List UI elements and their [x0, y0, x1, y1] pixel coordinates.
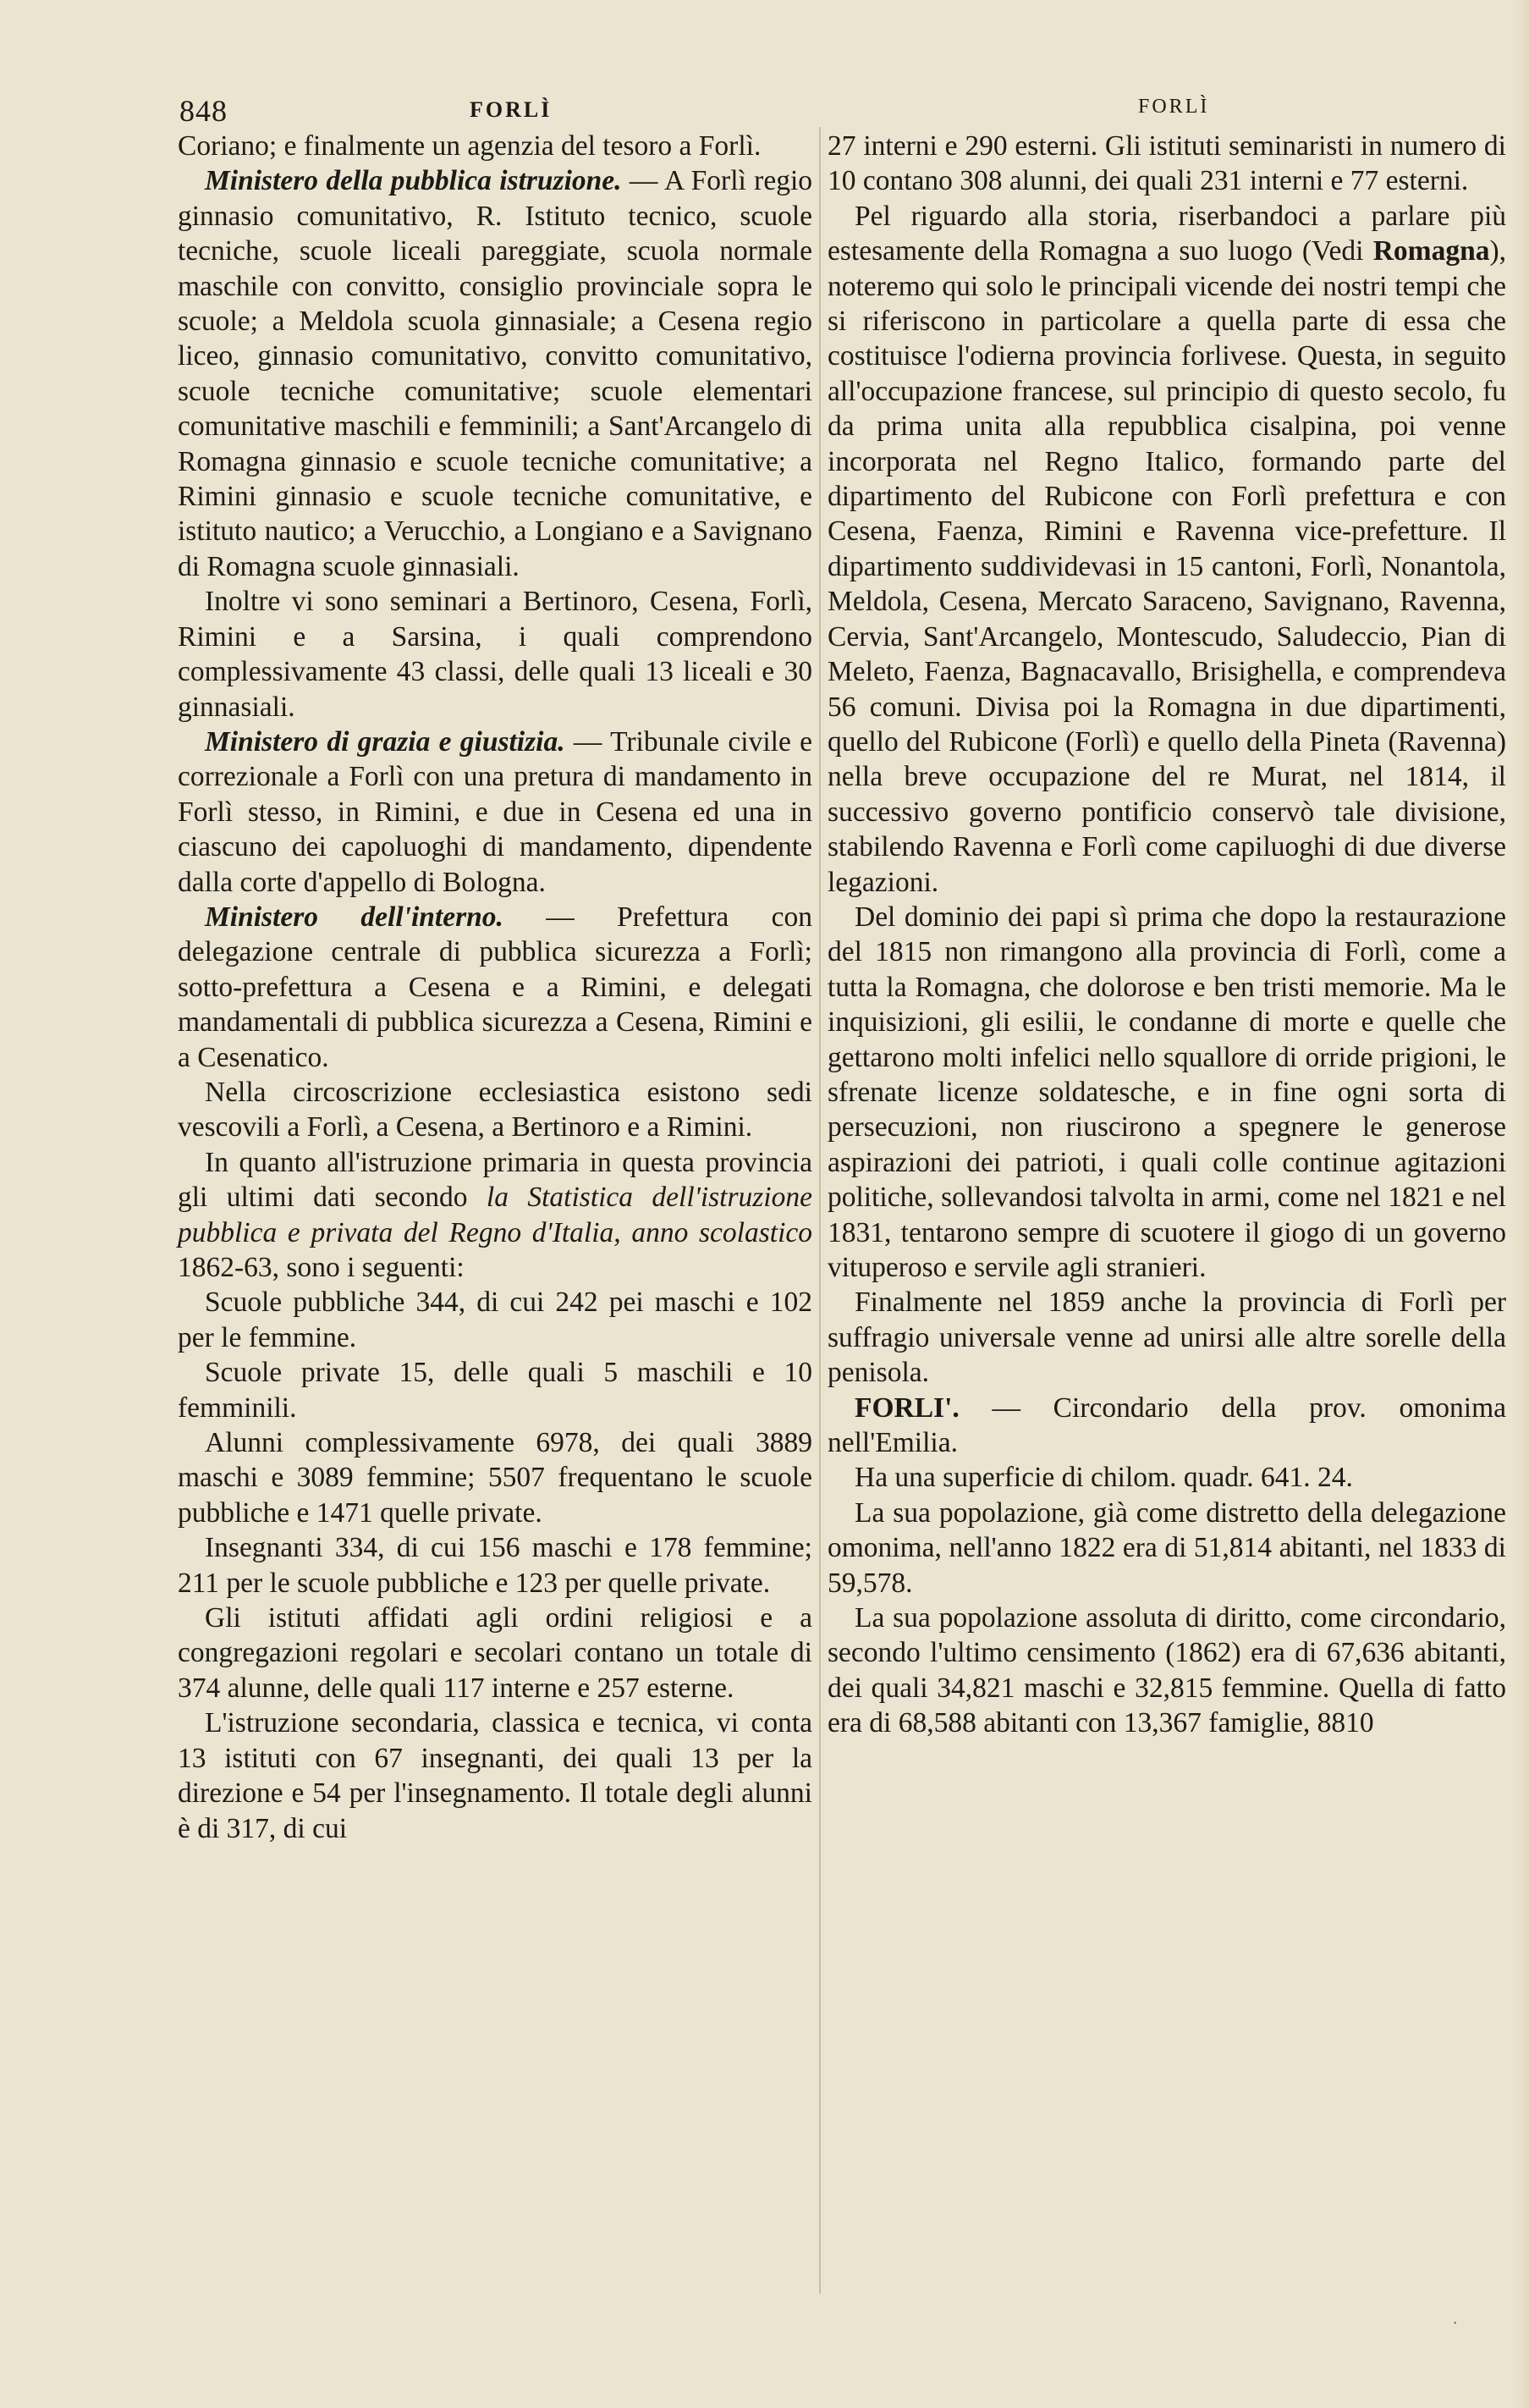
paragraph: Gli istituti affidati agli ordini religiosi e a congregazioni regolari e secolari contano un totale di 374 alunne, delle quali 117 interne e 257 esterne. — [178, 1602, 812, 1704]
paragraph: Finalmente nel 1859 anche la provincia di Forlì per suffragio universale venne ad unirsi alle altre sorelle della penisola. — [828, 1287, 1506, 1389]
cross-reference: Romagna — [1372, 235, 1490, 267]
paragraph: 27 interni e 290 esterni. Gli istituti seminaristi in numero di 10 contano 308 alunni, dei quali 231 interni e 77 esterni. — [828, 130, 1506, 197]
column-divider — [819, 127, 821, 2294]
running-title-right: FORLÌ — [1138, 96, 1210, 118]
paragraph-body: — Circondario della prov. omonima nell'Emilia. — [828, 1391, 1506, 1459]
entry-heading: FORLI'. — [855, 1391, 960, 1424]
section-heading: Ministero di grazia e giustizia. — [205, 725, 565, 758]
paragraph: Ha una superficie di chilom. quadr. 641. 24. — [855, 1462, 1353, 1494]
paragraph: La sua popolazione, già come distretto della delegazione omonima, nell'anno 1822 era di 51,814 abitanti, nel 1833 di 59,578. — [828, 1496, 1506, 1599]
paragraph-giustizia — [178, 725, 812, 900]
left-column — [178, 129, 812, 1846]
section-heading: Ministero della pubblica istruzione. — [205, 165, 622, 197]
running-title-left: FORLÌ — [470, 97, 553, 122]
paragraph-text: In quanto all'istruzione primaria in questa provincia gli ultimi dati secondo — [178, 1146, 812, 1214]
paragraph: Del dominio dei papi sì prima che dopo la restaurazione del 1815 non rimangono alla provincia di Forlì, come a tutta la Romagna, che dolorose e ben tristi memorie. Ma le inquisizioni, gli esilii, le condanne di morte e quelle che gettarono molti infelici nello squallore di orride prigioni, le sfrenate licenze soldatesche, e in fine ogni sorta di persecuzioni, non riuscirono a spegnere le generose aspirazioni dei patrioti, i quali colle continue agitazioni politiche, sollevandosi talvolta in armi, come nel 1821 e nel 1831, tentarono sempre di scuotere il giogo di un governo vituperoso e servile agli stranieri. — [828, 901, 1506, 1283]
paragraph-body: — A Forlì regio ginnasio comunitativo, R. Istituto tecnico, scuole tecniche, scuole liceali pareggiate, scuola normale maschile con convitto, consiglio provinciale sopra le scuole; a Meldola scuola ginnasiale; a Cesena regio liceo, ginnasio comunitativo, convitto comunitativo, scuole tecniche comunitative; scuole elementari comunitative maschili e femminili; a Sant'Arcangelo di Romagna ginnasio e scuole tecniche comunitative; a Rimini ginnasio e scuole tecniche comunitative, e istituto nautico; a Verucchio, a Longiano e a Savignano di Romagna scuole ginnasiali. — [178, 165, 813, 582]
paragraph-statistica — [178, 1145, 812, 1286]
paragraph: Nella circoscrizione ecclesiastica esistono sedi vescovili a Forlì, a Cesena, a Bertinoro e a Rimini. — [178, 1076, 812, 1143]
paragraph: Coriano; e finalmente un agenzia del tesoro a Forlì. — [178, 130, 762, 162]
print-speck: ˙ — [1452, 2317, 1459, 2339]
right-column — [828, 129, 1506, 1741]
paragraph-forli-entry — [828, 1391, 1506, 1461]
paragraph-text: Pel riguardo alla storia, riserbandoci a parlare più estesamente della Romagna a suo luogo (Vedi — [828, 200, 1506, 267]
paragraph-text: 1862-63, sono i seguenti: — [178, 1252, 465, 1283]
paragraph-interno — [178, 900, 812, 1075]
publication-title: la Statistica dell'istruzione pubblica e privata del Regno d'Italia, anno scolastico — [178, 1182, 812, 1248]
paragraph: Alunni complessivamente 6978, dei quali 3889 maschi e 3089 femmine; 5507 frequentano le scuole pubbliche e 1471 quelle private. — [178, 1427, 812, 1529]
paragraph-text: ), noteremo qui solo le principali vicende dei nostri tempi che si riferiscono in particolare a quella parte di essa che costituisce l'odierna provincia forlivese. Questa, in seguito all'occupazione francese, sul principio di questo secolo, fu da prima unita alla repubblica cisalpina, poi venne incorporata nel Regno Italico, formando parte del dipartimento del Rubicone con Forlì prefettura e con Cesena, Faenza, Rimini e Ravenna vice-prefetture. Il dipartimento suddividevasi in 15 cantoni, Forlì, Nonantola, Meldola, Cesena, Mercato Saraceno, Savignano, Ravenna, Cervia, Sant'Arcangelo, Montescudo, Saludeccio, Pian di Meleto, Faenza, Bagnacavallo, Brisighella, e comprendeva 56 comuni. Divisa poi la Romagna in due dipartimenti, quello del Rubicone (Forlì) e quello della Pineta (Ravenna) nella breve occupazione del re Murat, nel 1814, il successivo governo pontificio conservò tale divisione, stabilendo Ravenna e Forlì come capiluoghi di due diverse legazioni. — [828, 235, 1506, 898]
page-edge — [1514, 0, 1529, 2408]
paragraph: Scuole pubbliche 344, di cui 242 pei maschi e 102 per le femmine. — [178, 1287, 812, 1353]
paragraph-istruzione — [178, 163, 812, 584]
paragraph: Inoltre vi sono seminari a Bertinoro, Cesena, Forlì, Rimini e a Sarsina, i quali comprendono complessivamente 43 classi, delle quali 13 liceali e 30 ginnasiali. — [178, 586, 812, 723]
paragraph: La sua popolazione assoluta di diritto, come circondario, secondo l'ultimo censimento (1862) era di 67,636 abitanti, dei quali 34,821 maschi e 32,815 femmine. Quella di fatto era di 68,588 abitanti con 13,367 famiglie, 8810 — [828, 1602, 1506, 1739]
page-number: 848 — [179, 94, 228, 128]
paragraph: L'istruzione secondaria, classica e tecnica, vi conta 13 istituti con 67 insegnanti, dei quali 13 per la direzione e 54 per l'insegnamento. Il totale degli alunni è di 317, di cui — [178, 1707, 812, 1844]
paragraph: Insegnanti 334, di cui 156 maschi e 178 femmine; 211 per le scuole pubbliche e 123 per quelle private. — [178, 1532, 812, 1599]
section-heading: Ministero dell'interno. — [205, 901, 503, 933]
paragraph-body: — Tribunale civile e correzionale a Forlì con una pretura di mandamento in Forlì stesso, in Rimini, e due in Cesena ed una in ciascuno dei capoluoghi di mandamento, dipendente dalla corte d'appello di Bologna. — [178, 725, 812, 898]
paragraph-body: — Prefettura con delegazione centrale di pubblica sicurezza a Forlì; sotto-prefettura a Cesena e a Rimini, e delegati mandamentali di pubblica sicurezza a Cesena, Rimini e a Cesenatico. — [178, 901, 812, 1073]
paragraph-storia — [828, 199, 1506, 900]
paragraph: Scuole private 15, delle quali 5 maschili e 10 femminili. — [178, 1357, 812, 1424]
